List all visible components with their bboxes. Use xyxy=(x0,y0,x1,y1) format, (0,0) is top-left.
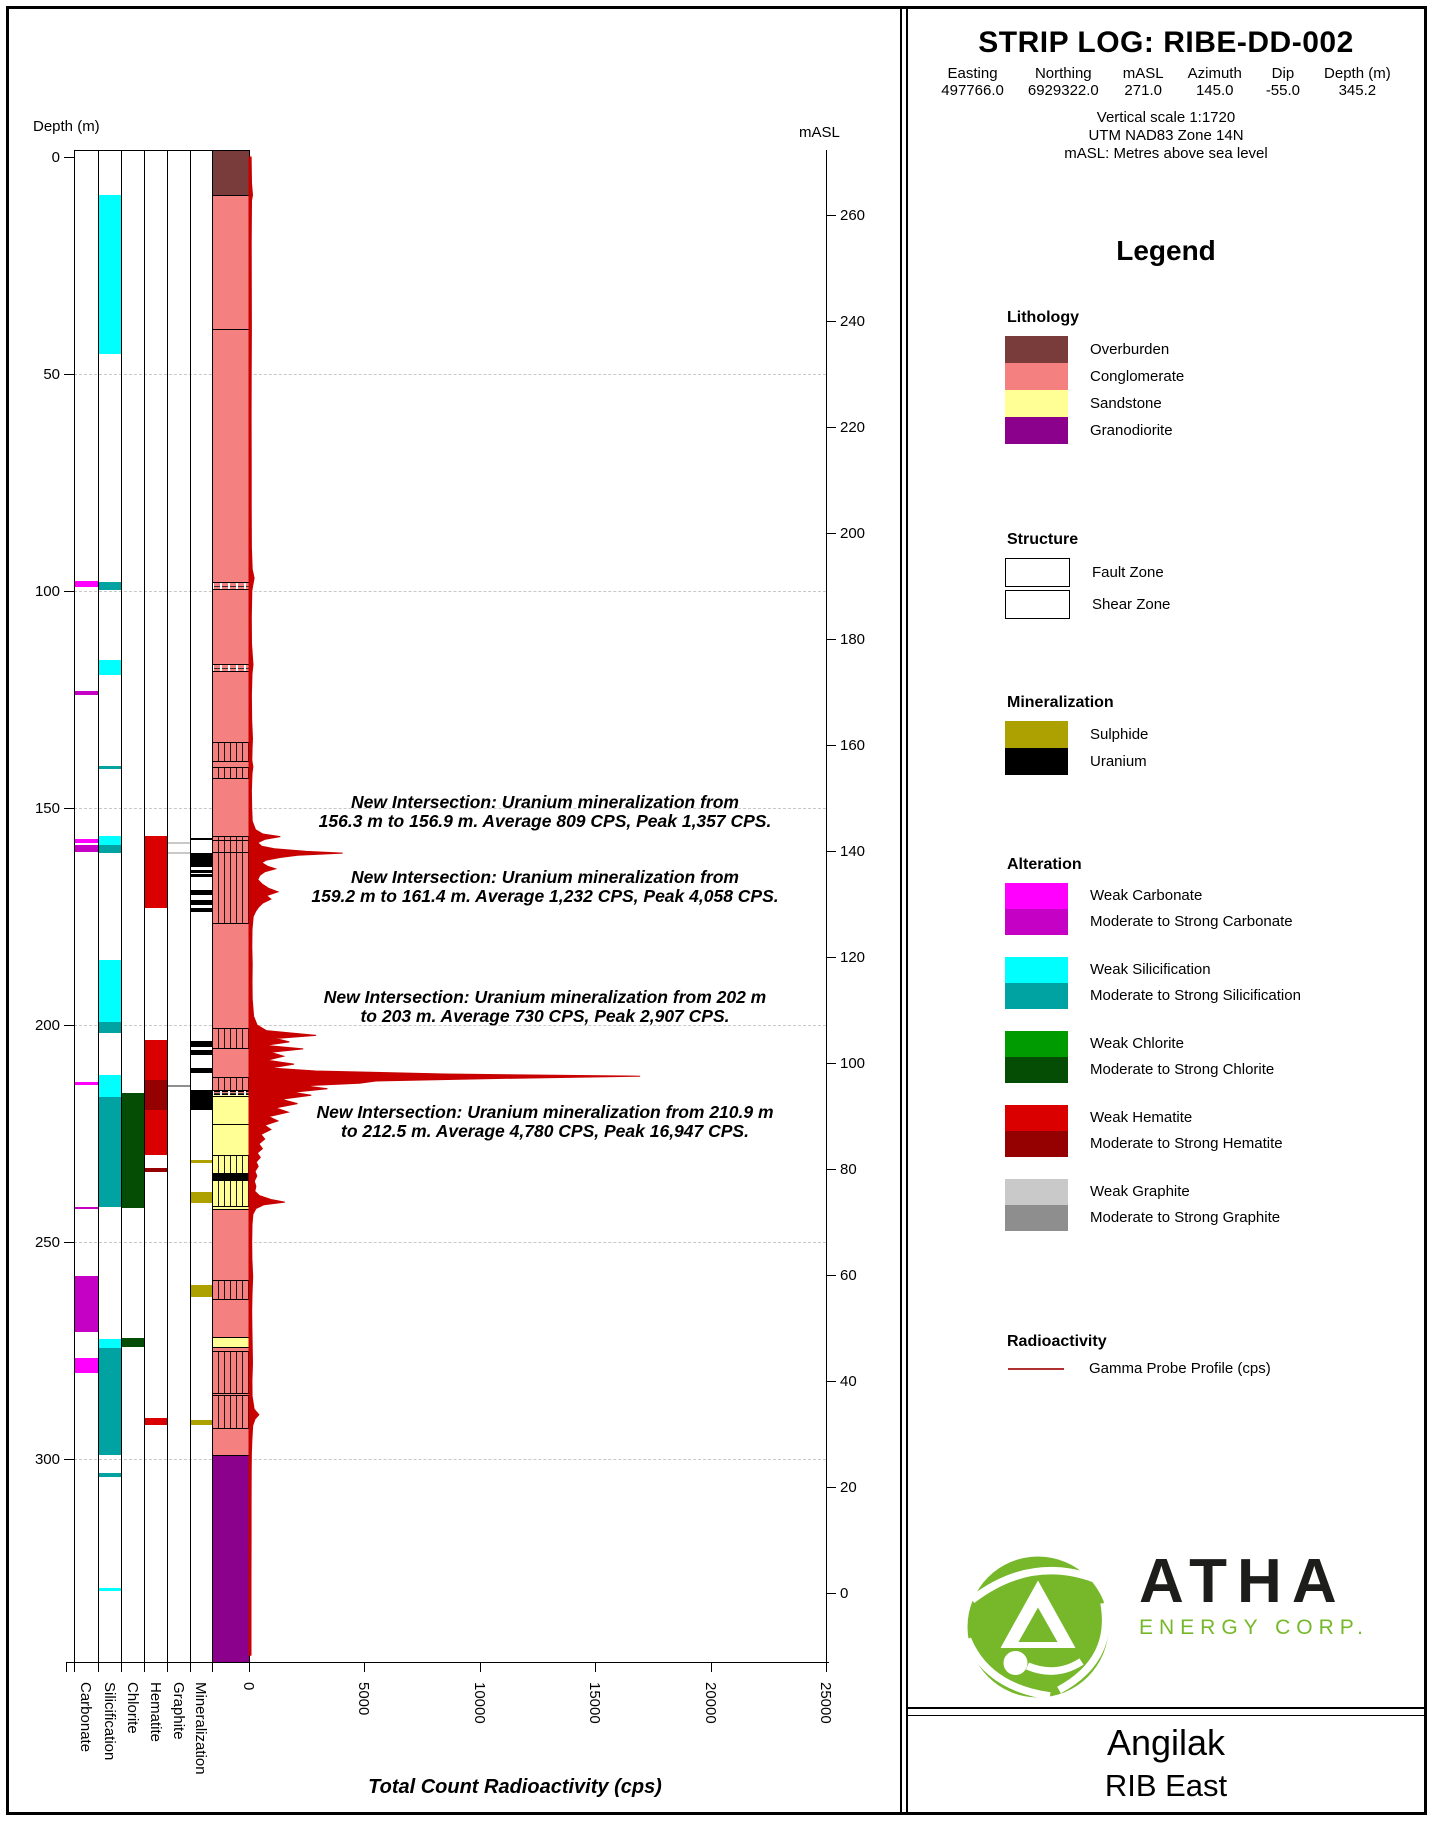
bottom-track-tick xyxy=(144,1662,145,1672)
gamma-tick xyxy=(595,1662,596,1672)
collar-field-masl xyxy=(1123,66,1164,98)
lithology-boundary xyxy=(212,329,249,330)
annotation-line: New Intersection: Uranium mineralization from 202 m xyxy=(323,987,767,1008)
collar-metadata xyxy=(908,66,1424,98)
uranium-bar xyxy=(190,890,212,895)
project-area: RIB East xyxy=(1104,1768,1228,1803)
gamma-tick-label: 10000 xyxy=(470,1682,488,1724)
gamma-tick xyxy=(826,1662,827,1672)
legend-item-label: Conglomerate xyxy=(1090,368,1185,385)
bottom-track-tick xyxy=(66,1662,67,1672)
silicification-bar-weak xyxy=(98,660,121,675)
legend-pair-swatches xyxy=(1005,1179,1068,1231)
graphite-bar-strong xyxy=(167,1085,190,1088)
depth-tick-label: 300 xyxy=(34,1451,60,1468)
bottom-track-tick xyxy=(190,1662,191,1672)
legend-item xyxy=(1005,590,1405,619)
intersection-annotation-2 xyxy=(255,868,835,906)
track-border xyxy=(167,150,168,1662)
legend-section-alteration xyxy=(1005,855,1405,1253)
legend-color-swatch xyxy=(1005,363,1068,390)
legend-swatch-strong xyxy=(1005,983,1068,1009)
panel-divider-left xyxy=(900,6,902,1815)
chlorite-bar-strong xyxy=(121,1093,144,1208)
legend-alteration-pair xyxy=(1005,1105,1405,1157)
lithology-boundary xyxy=(212,840,249,841)
silicification-bar-strong xyxy=(98,582,121,590)
intersection-annotation-3 xyxy=(255,988,835,1026)
fault-zone xyxy=(212,1155,249,1175)
bottom-track-tick xyxy=(212,1662,213,1672)
legend-item xyxy=(1005,363,1405,390)
hematite-bar-weak xyxy=(144,1040,167,1080)
uranium-bar xyxy=(190,870,212,873)
legend-label-strong: Moderate to Strong Carbonate xyxy=(1090,913,1293,930)
shear-zone xyxy=(212,1090,249,1097)
bottom-axis xyxy=(66,1662,829,1663)
depth-axis-label: Depth (m) xyxy=(33,118,100,135)
note-utm-zone: UTM NAD83 Zone 14N xyxy=(1088,127,1244,144)
depth-tick xyxy=(64,374,74,375)
masl-tick-label: 60 xyxy=(840,1266,857,1284)
legend-section-heading: Alteration xyxy=(1007,856,1082,873)
legend-pair-swatches xyxy=(1005,1105,1068,1157)
legend-pair-labels xyxy=(1068,1031,1274,1083)
uranium-bar xyxy=(190,1050,212,1055)
collar-field-northing xyxy=(1028,66,1099,98)
bottom-track-tick xyxy=(167,1662,168,1672)
annotation-line: 156.3 m to 156.9 m. Average 809 CPS, Peak 1,357 CPS. xyxy=(318,810,772,831)
gamma-tick-label: 0 xyxy=(240,1682,257,1691)
legend-color-swatch xyxy=(1005,417,1068,444)
track-border xyxy=(74,150,75,1662)
carbonate-bar-weak xyxy=(74,1082,98,1085)
legend-label-weak: Weak Chlorite xyxy=(1090,1035,1184,1052)
graphite-bar-weak xyxy=(167,842,190,844)
annotation-line: New Intersection: Uranium mineralization from xyxy=(351,791,739,812)
gamma-tick xyxy=(711,1662,712,1672)
panel-divider-right xyxy=(906,6,908,1815)
collar-field-value: 271.0 xyxy=(1124,82,1162,99)
legend-alteration-pair xyxy=(1005,1179,1405,1231)
collar-field-label: Easting xyxy=(947,65,998,82)
gamma-tick xyxy=(364,1662,365,1672)
masl-tick-label: 220 xyxy=(840,419,866,437)
report-title: STRIP LOG: RIBE-DD-002 xyxy=(978,26,1354,59)
legend-alteration-pair xyxy=(1005,957,1405,1009)
lithology-interval-granodiorite xyxy=(212,1455,249,1662)
depth-tick-label: 100 xyxy=(34,583,60,600)
note-vertical-scale: Vertical scale 1:1720 xyxy=(1096,109,1236,126)
silicification-bar-weak xyxy=(98,195,121,354)
legend-item-label: Shear Zone xyxy=(1092,596,1171,613)
depth-tick-label: 200 xyxy=(34,1017,60,1034)
sulphide-bar xyxy=(190,1420,212,1426)
depth-tick xyxy=(64,591,74,592)
silicification-bar-strong xyxy=(98,766,121,769)
depth-tick-label: 50 xyxy=(43,366,60,383)
masl-tick-label: 20 xyxy=(840,1478,857,1496)
legend-label-strong: Moderate to Strong Hematite xyxy=(1090,1135,1283,1152)
hematite-bar-strong xyxy=(144,1080,167,1110)
fault-zone xyxy=(212,1180,249,1207)
legend-item-label: Uranium xyxy=(1090,753,1147,770)
legend-swatch-weak xyxy=(1005,883,1068,909)
uranium-bar xyxy=(190,853,212,866)
legend-swatch-strong xyxy=(1005,1057,1068,1083)
depth-tick-label: 0 xyxy=(51,149,60,166)
logo-company-name: ATHA xyxy=(1139,1547,1347,1616)
gamma-axis-title: Total Count Radioactivity (cps) xyxy=(368,1776,662,1798)
uranium-bar xyxy=(190,838,212,841)
uranium-bar xyxy=(190,1090,212,1110)
uranium-bar xyxy=(190,1041,212,1046)
company-logo xyxy=(963,1547,1369,1702)
track-label-chlorite: Chlorite xyxy=(123,1682,141,1734)
legend-section-heading: Lithology xyxy=(1007,309,1079,326)
legend-item xyxy=(1005,748,1405,775)
collar-field-easting xyxy=(941,66,1004,98)
collar-field-label: Depth (m) xyxy=(1324,65,1391,82)
depth-tick xyxy=(64,1242,74,1243)
legend-item xyxy=(1005,336,1405,363)
gamma-tick xyxy=(249,1662,250,1672)
masl-tick-label: 120 xyxy=(840,948,866,966)
gamma-tick-label: 20000 xyxy=(701,1682,719,1724)
atha-globe-icon xyxy=(963,1552,1113,1702)
carbonate-bar-strong xyxy=(74,1207,98,1209)
hematite-bar-weak xyxy=(144,836,167,908)
legend-color-swatch xyxy=(1005,721,1068,748)
sulphide-bar xyxy=(190,1192,212,1204)
fault-zone xyxy=(212,1395,249,1429)
track-border xyxy=(190,150,191,1662)
track-label-graphite: Graphite xyxy=(169,1682,187,1740)
legend-item xyxy=(1005,721,1405,748)
shear-zone xyxy=(212,582,249,591)
lithology-boundary xyxy=(212,852,249,853)
legend-item-label: Gamma Probe Profile (cps) xyxy=(1089,1360,1271,1377)
legend-label-strong: Moderate to Strong Graphite xyxy=(1090,1209,1281,1226)
legend-item xyxy=(1005,1360,1405,1377)
fault-zone xyxy=(212,836,249,923)
collar-field-label: Azimuth xyxy=(1187,65,1242,82)
lithology-boundary xyxy=(212,1124,249,1125)
legend-item xyxy=(1005,390,1405,417)
legend-pair-labels xyxy=(1068,957,1301,1009)
note-masl-def: mASL: Metres above sea level xyxy=(1064,145,1268,162)
legend-pair-swatches xyxy=(1005,957,1068,1009)
hematite-bar-strong xyxy=(144,1168,167,1171)
legend-color-swatch xyxy=(1005,748,1068,775)
collar-field-label: mASL xyxy=(1122,65,1164,82)
depth-tick xyxy=(64,1025,74,1026)
carbonate-bar-weak xyxy=(74,1358,98,1372)
silicification-bar-weak xyxy=(98,836,121,845)
legend-item-label: Overburden xyxy=(1090,341,1170,358)
annotation-line: New Intersection: Uranium mineralization from xyxy=(351,866,739,887)
shear-zone xyxy=(212,664,249,672)
legend-alteration-pair xyxy=(1005,883,1405,935)
masl-tick-label: 140 xyxy=(840,843,866,861)
silicification-bar-strong xyxy=(98,1473,121,1477)
legend-pair-labels xyxy=(1068,1179,1280,1231)
legend-swatch-weak xyxy=(1005,957,1068,983)
collar-field-azimuth xyxy=(1188,66,1242,98)
chlorite-bar-strong xyxy=(121,1338,144,1346)
silicification-bar-strong xyxy=(98,845,121,853)
legend-section-structure xyxy=(1005,530,1405,622)
legend-section-heading: Radioactivity xyxy=(1007,1333,1107,1350)
hematite-bar-weak xyxy=(144,1418,167,1425)
legend-label-strong: Moderate to Strong Silicification xyxy=(1090,987,1301,1004)
legend-swatch-weak xyxy=(1005,1105,1068,1131)
legend-swatch-weak xyxy=(1005,1031,1068,1057)
bottom-track-tick xyxy=(121,1662,122,1672)
track-border xyxy=(212,150,213,1662)
tracks-top-border xyxy=(74,150,249,151)
silicification-bar-weak xyxy=(98,960,121,1022)
footer-divider-bottom xyxy=(906,1715,1424,1716)
lithology-interval-overburden xyxy=(212,150,249,196)
legend-label-strong: Moderate to Strong Chlorite xyxy=(1090,1061,1275,1078)
black-band xyxy=(212,1173,249,1180)
legend-item-label: Granodiorite xyxy=(1090,422,1173,439)
depth-tick xyxy=(64,1459,74,1460)
silicification-bar-strong xyxy=(98,1097,121,1207)
legend-gamma-line-sample xyxy=(1008,1368,1064,1370)
legend-label-weak: Weak Carbonate xyxy=(1090,887,1203,904)
carbonate-bar-strong xyxy=(74,691,98,695)
silicification-bar-weak xyxy=(98,1339,121,1348)
hematite-bar-weak xyxy=(144,1110,167,1155)
masl-tick-label: 160 xyxy=(840,737,866,755)
annotation-line: to 203 m. Average 730 CPS, Peak 2,907 CPS. xyxy=(360,1006,730,1027)
fault-zone xyxy=(212,767,249,779)
legend-pair-swatches xyxy=(1005,1031,1068,1083)
collar-field-value: 145.0 xyxy=(1195,82,1234,99)
legend-alteration-pair xyxy=(1005,1031,1405,1083)
gamma-tick-label: 5000 xyxy=(355,1682,373,1716)
masl-tick-label: 200 xyxy=(840,525,866,543)
track-label-mineralization: Mineralization xyxy=(192,1682,209,1775)
legend-swatch-weak xyxy=(1005,1179,1068,1205)
silicification-bar-strong xyxy=(98,1348,121,1455)
depth-tick xyxy=(64,808,74,809)
carbonate-bar-weak xyxy=(74,581,98,587)
legend-item-label: Sulphide xyxy=(1090,726,1149,743)
depth-tick xyxy=(64,157,74,158)
collar-field-depthm xyxy=(1324,66,1391,98)
collar-field-dip xyxy=(1266,66,1300,98)
fault-zone xyxy=(212,1351,249,1394)
masl-tick-label: 80 xyxy=(840,1160,857,1178)
legend-pair-swatches xyxy=(1005,883,1068,935)
masl-axis-label: mASL xyxy=(799,124,840,141)
graphite-bar-weak xyxy=(167,852,190,854)
sulphide-bar xyxy=(190,1160,212,1163)
lithology-interval-conglomerate xyxy=(212,195,249,1095)
fault-zone xyxy=(212,1280,249,1300)
track-label-silicification: Silicification xyxy=(100,1682,118,1761)
legend-section-heading: Mineralization xyxy=(1007,694,1114,711)
collar-field-value: 345.2 xyxy=(1338,82,1377,99)
legend-section-lithology xyxy=(1005,308,1405,444)
legend-pattern-swatch-fault xyxy=(1005,558,1070,587)
carbonate-bar-weak xyxy=(74,839,98,842)
collar-field-value: 497766.0 xyxy=(941,82,1004,99)
lithology-interval-conglomerate xyxy=(212,1209,249,1337)
project-name: Angilak xyxy=(1106,1722,1226,1763)
silicification-bar-weak xyxy=(98,1075,121,1097)
legend-label-weak: Weak Graphite xyxy=(1090,1183,1190,1200)
masl-tick-label: 260 xyxy=(840,207,866,225)
uranium-bar xyxy=(190,908,212,912)
logo-company-subtitle: ENERGY CORP. xyxy=(1139,1616,1369,1639)
masl-tick-label: 240 xyxy=(840,313,866,331)
annotation-line: 159.2 m to 161.4 m. Average 1,232 CPS, Peak 4,058 CPS. xyxy=(311,885,779,906)
legend-pair-labels xyxy=(1068,883,1293,935)
legend-label-weak: Weak Silicification xyxy=(1090,961,1211,978)
uranium-bar xyxy=(190,900,212,905)
uranium-bar xyxy=(190,874,212,877)
legend-section-mineralization xyxy=(1005,693,1405,775)
bottom-track-tick xyxy=(74,1662,75,1672)
annotation-line: New Intersection: Uranium mineralization from 210.9 m xyxy=(316,1102,774,1123)
fault-zone xyxy=(212,1028,249,1048)
collar-field-value: 6929322.0 xyxy=(1027,82,1099,99)
legend-item xyxy=(1005,417,1405,444)
sulphide-bar xyxy=(190,1285,212,1297)
annotation-line: to 212.5 m. Average 4,780 CPS, Peak 16,947 CPS. xyxy=(341,1121,749,1142)
track-border xyxy=(98,150,99,1662)
collar-field-value: -55.0 xyxy=(1265,82,1301,99)
track-label-hematite: Hematite xyxy=(146,1682,164,1743)
intersection-annotation-1 xyxy=(255,793,835,831)
legend-swatch-strong xyxy=(1005,909,1068,935)
gamma-tick-label: 15000 xyxy=(586,1682,604,1724)
gamma-tick xyxy=(480,1662,481,1672)
collar-field-label: Dip xyxy=(1271,65,1295,82)
silicification-bar-weak xyxy=(98,1588,121,1591)
depth-tick-label: 250 xyxy=(34,1234,60,1251)
masl-tick-label: 40 xyxy=(840,1372,857,1390)
bottom-track-tick xyxy=(98,1662,99,1672)
gamma-probe-profile xyxy=(249,150,829,1662)
legend-color-swatch xyxy=(1005,390,1068,417)
masl-tick-label: 0 xyxy=(840,1584,849,1602)
track-border xyxy=(121,150,122,1662)
masl-tick-label: 180 xyxy=(840,631,866,649)
legend-pattern-swatch-shear xyxy=(1005,590,1070,619)
masl-tick-label: 100 xyxy=(840,1054,866,1072)
legend-swatch-strong xyxy=(1005,1131,1068,1157)
fault-zone xyxy=(212,742,249,762)
legend-item xyxy=(1005,558,1405,587)
legend-swatch-strong xyxy=(1005,1205,1068,1231)
carbonate-bar-strong xyxy=(74,1276,98,1332)
uranium-bar xyxy=(190,1068,212,1072)
track-border xyxy=(144,150,145,1662)
collar-field-label: Northing xyxy=(1034,65,1092,82)
intersection-annotation-4 xyxy=(255,1103,835,1141)
legend-item-label: Fault Zone xyxy=(1092,564,1164,581)
legend-section-heading: Structure xyxy=(1007,531,1079,548)
legend-title: Legend xyxy=(1116,235,1216,266)
carbonate-bar-strong xyxy=(74,845,98,852)
legend-section-radioactivity xyxy=(1005,1332,1405,1377)
legend-label-weak: Weak Hematite xyxy=(1090,1109,1193,1126)
gamma-tick-label: 25000 xyxy=(817,1682,834,1724)
legend-pair-labels xyxy=(1068,1105,1283,1157)
silicification-bar-strong xyxy=(98,1022,121,1034)
footer-divider-top xyxy=(906,1707,1424,1709)
legend-color-swatch xyxy=(1005,336,1068,363)
depth-tick-label: 150 xyxy=(34,800,60,817)
legend-item-label: Sandstone xyxy=(1090,395,1162,412)
track-label-carbonate: Carbonate xyxy=(77,1682,94,1753)
